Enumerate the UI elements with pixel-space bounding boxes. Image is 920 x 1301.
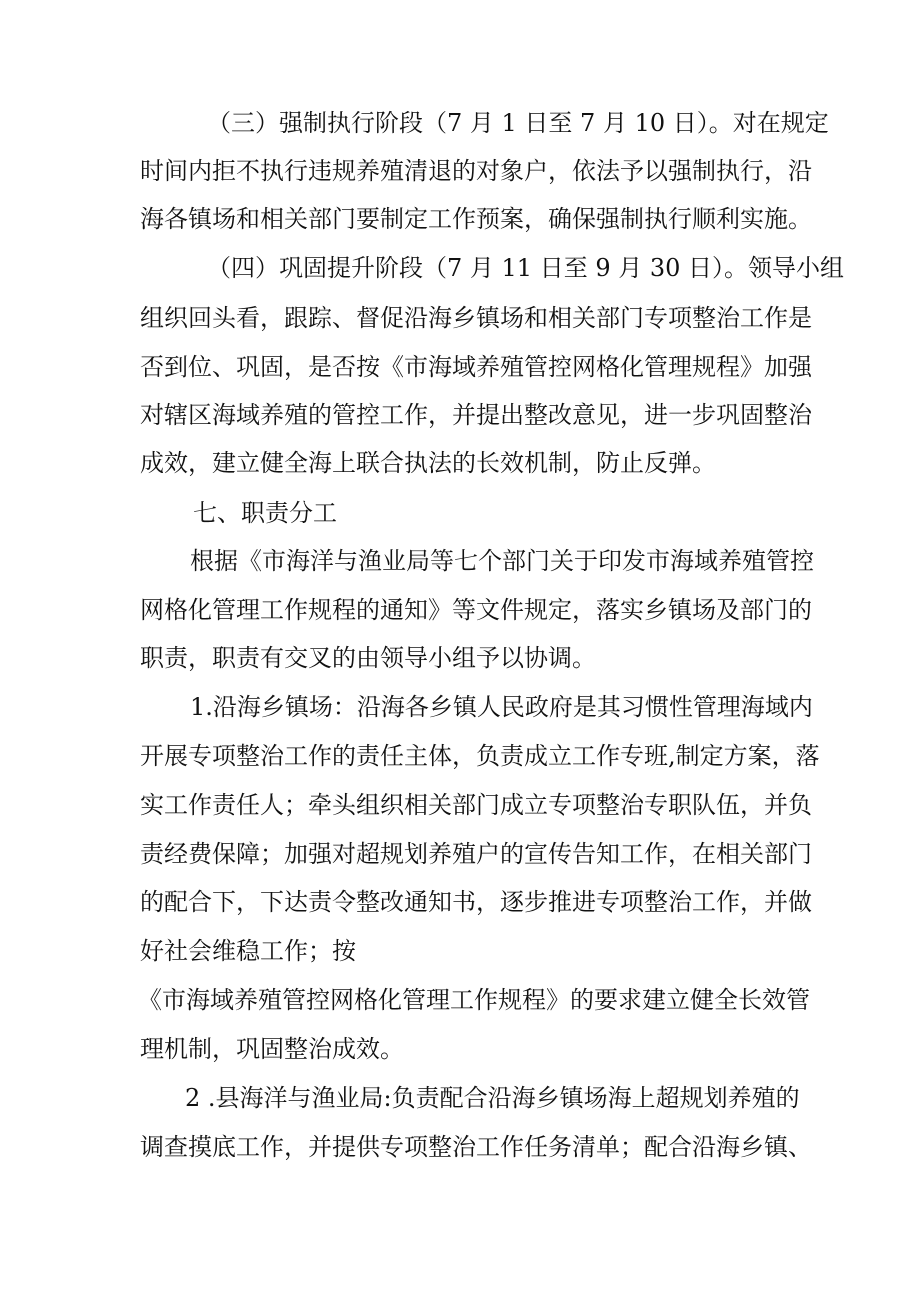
text-line: 调查摸底工作，并提供专项整治工作任务清单；配合沿海乡镇、 (140, 1133, 812, 1161)
text-line: 否到位、巩固，是否按《市海域养殖管控网格化管理规程》加强 (140, 353, 812, 381)
text-line: 2 .县海洋与渔业局:负责配合沿海乡镇场海上超规划养殖的 (185, 1084, 800, 1112)
text-line: 时间内拒不执行违规养殖清退的对象户，依法予以强制执行，沿 (140, 157, 812, 185)
text-line: 1.沿海乡镇场：沿海各乡镇人民政府是其习惯性管理海域内 (190, 693, 813, 721)
text-line: 好社会维稳工作；按 (140, 937, 356, 965)
text-line: 理机制，巩固整治成效。 (140, 1035, 404, 1063)
text-line: 成效，建立健全海上联合执法的长效机制，防止反弹。 (140, 449, 716, 477)
text-line: 组织回头看，跟踪、督促沿海乡镇场和相关部门专项整治工作是 (140, 304, 812, 332)
text-line: 职责，职责有交叉的由领导小组予以协调。 (140, 644, 596, 672)
text-line: 根据《市海洋与渔业局等七个部门关于印发市海域养殖管控 (190, 547, 814, 575)
text-line: 《市海域养殖管控网格化管理工作规程》的要求建立健全长效管 (138, 986, 810, 1014)
text-line: 责经费保障；加强对超规划养殖户的宣传告知工作，在相关部门 (140, 840, 812, 868)
text-line: 对辖区海域养殖的管控工作，并提出整改意见，进一步巩固整治 (140, 401, 812, 429)
text-line: （四）巩固提升阶段（7 月 11 日至 9 月 30 日）。领导小组 (207, 254, 845, 282)
text-line: 网格化管理工作规程的通知》等文件规定，落实乡镇场及部门的 (140, 596, 812, 624)
text-line: 开展专项整治工作的责任主体，负责成立工作专班,制定方案，落 (140, 742, 820, 770)
section-heading: 七、职责分工 (193, 499, 337, 527)
text-line: 的配合下，下达责令整改通知书，逐步推进专项整治工作，并做 (140, 888, 812, 916)
text-line: 海各镇场和相关部门要制定工作预案，确保强制执行顺利实施。 (140, 205, 812, 233)
text-line: （三）强制执行阶段（7 月 1 日至 7 月 10 日）。对在规定 (207, 109, 829, 137)
text-line: 实工作责任人；牵头组织相关部门成立专项整治专职队伍，并负 (140, 791, 812, 819)
